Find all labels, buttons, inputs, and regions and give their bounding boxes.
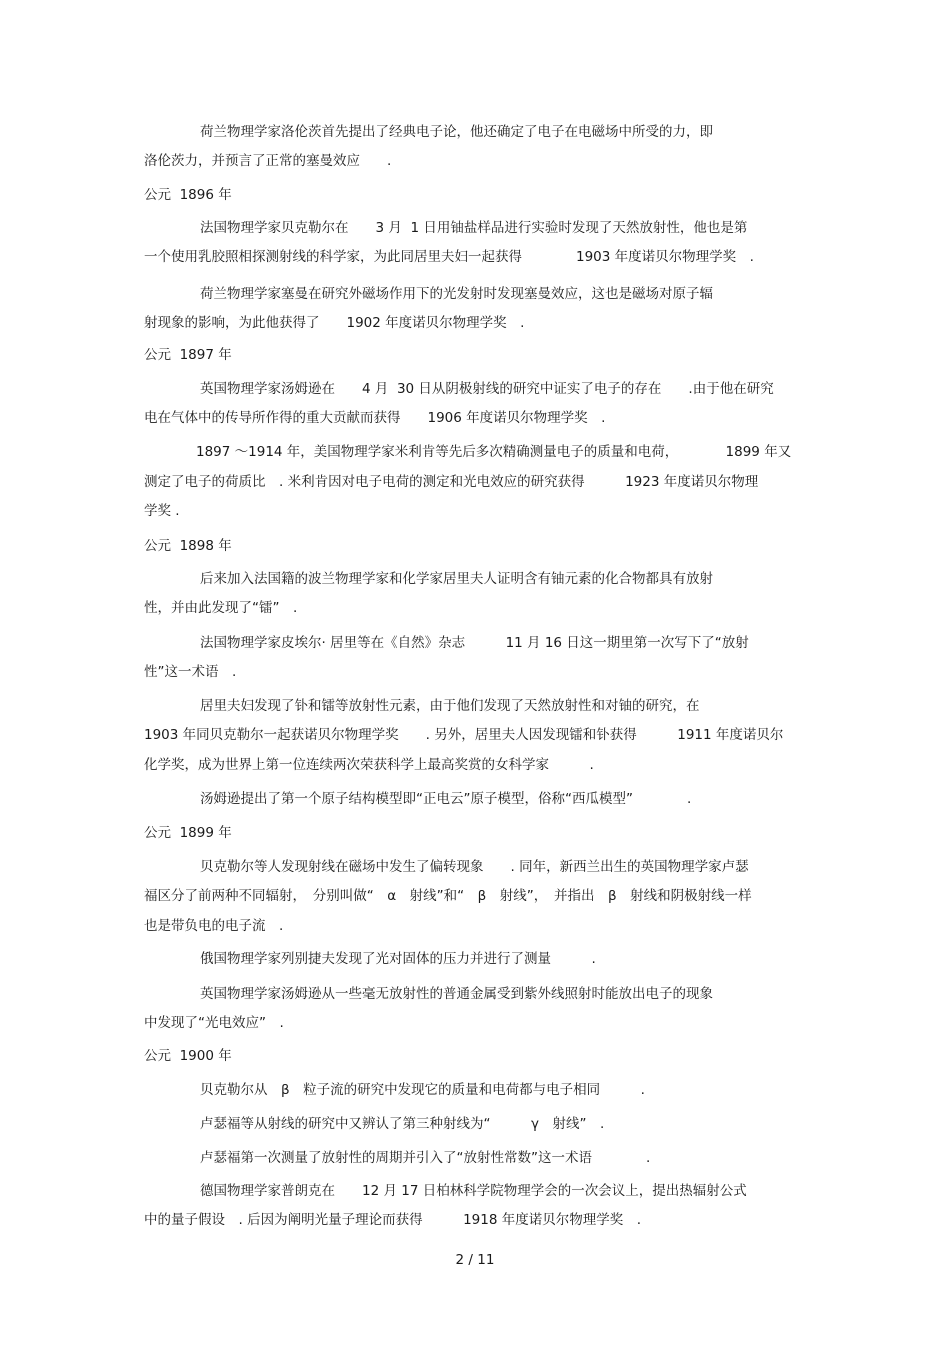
text-line: 一个使用乳胶照相探测射线的科学家，为此同居里夫妇一起获得 1903 年度诺贝尔物理学奖 . — [144, 249, 754, 265]
text-line: 中的量子假设 . 后因为阐明光量子理论而获得 1918 年度诺贝尔物理学奖 . — [144, 1212, 642, 1228]
text-line: 卢瑟福第一次测量了放射性的周期并引入了“放射性常数”这一术语 . — [200, 1150, 651, 1166]
section-heading: 公元 1898 年 — [144, 538, 232, 554]
text-line: 电在气体中的传导所作得的重大贡献而获得 1906 年度诺贝尔物理学奖 . — [144, 410, 606, 426]
section-heading: 公元 1896 年 — [144, 187, 232, 203]
text-line: 卢瑟福等从射线的研究中又辨认了第三种射线为“ γ 射线” . — [200, 1116, 605, 1132]
text-line: 洛伦茨力，并预言了正常的塞曼效应 . — [144, 153, 392, 169]
page-number: 2 / 11 — [455, 1252, 495, 1268]
text-line: 荷兰物理学家塞曼在研究外磁场作用下的光发射时发现塞曼效应，这也是磁场对原子辐 — [200, 286, 713, 302]
text-line: 1903 年同贝克勒尔一起获诺贝尔物理学奖 . 另外，居里夫人因发现镭和钋获得 1911 年度诺贝尔 — [144, 727, 784, 743]
section-heading: 公元 1897 年 — [144, 347, 232, 363]
text-line: 俄国物理学家列别捷夫发现了光对固体的压力并进行了测量 . — [200, 951, 596, 967]
text-line: 福区分了前两种不同辐射， 分别叫做“ α 射线”和“ β 射线”， 并指出 β 射线和阴极射线一样 — [144, 888, 752, 904]
text-line: 射现象的影响，为此他获得了 1902 年度诺贝尔物理学奖 . — [144, 315, 525, 331]
section-heading: 公元 1899 年 — [144, 825, 232, 841]
text-line: 1897 ～1914 年，美国物理学家米利肯等先后多次精确测量电子的质量和电荷， 1899 年又 — [196, 444, 792, 460]
text-line: 英国物理学家汤姆逊从一些毫无放射性的普通金属受到紫外线照射时能放出电子的现象 — [200, 986, 713, 1002]
text-line: 德国物理学家普朗克在 12 月 17 日柏林科学院物理学会的一次会议上，提出热辐射公式 — [200, 1183, 747, 1199]
text-line: 贝克勒尔从 β 粒子流的研究中发现它的质量和电荷都与电子相同 . — [200, 1082, 645, 1098]
text-line: 英国物理学家汤姆逊在 4 月 30 日从阴极射线的研究中证实了电子的存在 .由于他在研究 — [200, 381, 774, 397]
text-line: 法国物理学家贝克勒尔在 3 月 1 日用铀盐样品进行实验时发现了天然放射性，他也是第 — [200, 220, 748, 236]
text-line: 后来加入法国籍的波兰物理学家和化学家居里夫人证明含有铀元素的化合物都具有放射 — [200, 571, 713, 587]
text-line: 贝克勒尔等人发现射线在磁场中发生了偏转现象 . 同年，新西兰出生的英国物理学家卢瑟 — [200, 859, 749, 875]
text-line: 化学奖，成为世界上第一位连续两次荣获科学上最高奖赏的女科学家 . — [144, 757, 594, 773]
text-line: 性”这一术语 . — [144, 664, 237, 680]
text-line: 法国物理学家皮埃尔· 居里等在《自然》杂志 11 月 16 日这一期里第一次写下了“放射 — [200, 635, 749, 651]
text-line: 测定了电子的荷质比 . 米利肯因对电子电荷的测定和光电效应的研究获得 1923 年度诺贝尔物理 — [144, 474, 759, 490]
text-line: 荷兰物理学家洛伦茨首先提出了经典电子论，他还确定了电子在电磁场中所受的力，即 — [200, 124, 713, 140]
text-line: 也是带负电的电子流 . — [144, 918, 284, 934]
text-line: 中发现了“光电效应” . — [144, 1015, 284, 1031]
text-line: 居里夫妇发现了钋和镭等放射性元素，由于他们发现了天然放射性和对铀的研究，在 — [200, 698, 700, 714]
text-line: 性，并由此发现了“镭” . — [144, 600, 298, 616]
section-heading: 公元 1900 年 — [144, 1048, 232, 1064]
text-line: 学奖 . — [144, 503, 180, 519]
text-line: 汤姆逊提出了第一个原子结构模型即“正电云”原子模型，俗称“西瓜模型” . — [200, 791, 692, 807]
